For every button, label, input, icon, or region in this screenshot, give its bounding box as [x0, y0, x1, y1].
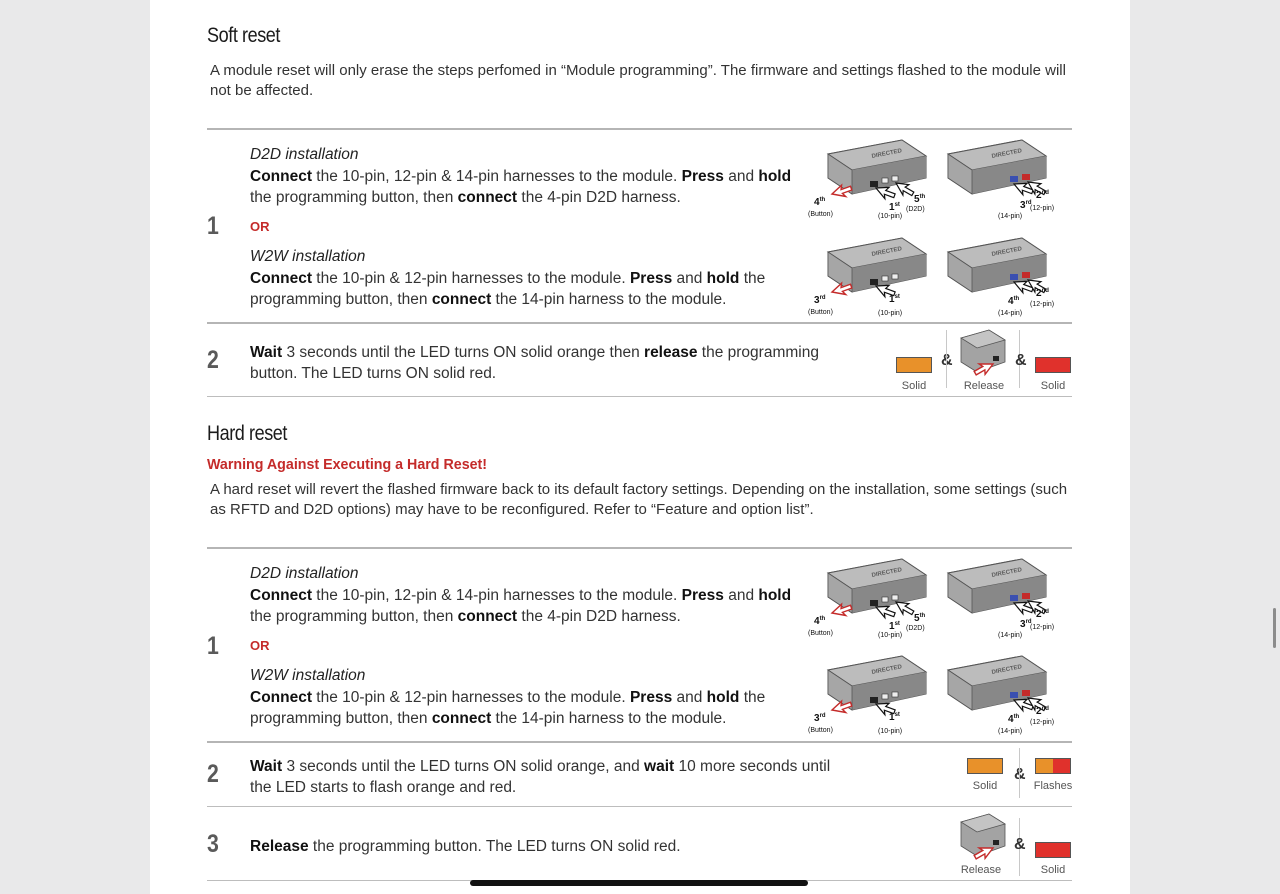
hard-d2d-diagram — [808, 549, 1074, 644]
soft-or-label: OR — [250, 219, 270, 234]
svg-text:4th: 4th — [1008, 296, 1020, 307]
led-label-solid: Solid — [972, 780, 998, 792]
svg-text:(10-pin): (10-pin) — [878, 310, 903, 317]
hard-reset-warning: Warning Against Executing a Hard Reset! — [207, 456, 488, 473]
soft-w2w-instructions: Connect the 10-pin & 12-pin harnesses to the module. Press and hold the programming button, then connect the 14-pin harness to the module. — [250, 270, 766, 308]
svg-text:3rd: 3rd — [814, 713, 826, 724]
port-10pin — [870, 181, 878, 187]
divider — [207, 322, 1072, 324]
soft-w2w-diagram — [808, 228, 1074, 323]
svg-text:3rd: 3rd — [814, 295, 826, 306]
svg-text:1st: 1st — [889, 294, 900, 305]
svg-text:1st: 1st — [889, 202, 900, 213]
ampersand: & — [1014, 836, 1026, 853]
hard-w2w-title: W2W installation — [250, 667, 366, 684]
svg-text:(14-pin): (14-pin) — [998, 632, 1023, 639]
svg-text:1st: 1st — [889, 621, 900, 632]
svg-text:2nd: 2nd — [1036, 190, 1049, 201]
svg-text:4th: 4th — [814, 197, 826, 208]
divider — [207, 806, 1072, 807]
ampersand: & — [941, 352, 953, 369]
led-label-solid: Solid — [901, 380, 927, 392]
hard-d2d-title: D2D installation — [250, 565, 359, 582]
svg-text:(14-pin): (14-pin) — [998, 213, 1023, 220]
led-label-solid: Solid — [1040, 864, 1066, 876]
svg-text:(D2D): (D2D) — [906, 206, 925, 213]
ampersand: & — [1015, 352, 1027, 369]
soft-w2w-title: W2W installation — [250, 248, 366, 265]
svg-text:2nd: 2nd — [1036, 288, 1049, 299]
hard-step2-instructions: Wait 3 seconds until the LED turns ON solid orange, and wait 10 more seconds until the LED starts to flash orange and red. — [250, 758, 831, 796]
led-label-solid: Solid — [1040, 380, 1066, 392]
svg-text:2nd: 2nd — [1036, 609, 1049, 620]
svg-text:(Button): (Button) — [808, 309, 833, 316]
svg-text:(12-pin): (12-pin) — [1030, 624, 1055, 631]
document-page — [150, 0, 1130, 894]
led-label-release: Release — [963, 380, 1005, 392]
svg-text:1st: 1st — [889, 712, 900, 723]
led-solid-orange — [967, 758, 1003, 774]
ampersand: & — [1014, 766, 1026, 783]
svg-text:(14-pin): (14-pin) — [998, 728, 1023, 735]
separator — [946, 330, 947, 388]
hard-step2-number: 2 — [207, 760, 219, 788]
svg-text:(10-pin): (10-pin) — [878, 728, 903, 735]
scrollbar-thumb[interactable] — [1273, 608, 1276, 648]
divider — [207, 396, 1072, 397]
svg-text:(12-pin): (12-pin) — [1030, 205, 1055, 212]
svg-text:5th: 5th — [914, 613, 926, 624]
soft-d2d-title: D2D installation — [250, 146, 359, 163]
hard-step3-number: 3 — [207, 830, 219, 858]
svg-text:(10-pin): (10-pin) — [878, 213, 903, 220]
soft-reset-intro: A module reset will only erase the steps perfomed in “Module programming”. The firmware and settings flashed to the module will not be affected. — [210, 62, 1066, 99]
svg-text:(Button): (Button) — [808, 630, 833, 637]
svg-text:(12-pin): (12-pin) — [1030, 719, 1055, 726]
led-solid-orange — [896, 357, 932, 373]
hard-step1-number: 1 — [207, 632, 219, 660]
svg-text:(10-pin): (10-pin) — [878, 632, 903, 639]
soft-step2-instructions: Wait 3 seconds until the LED turns ON solid orange then release the programming button. The LED turns ON solid red. — [250, 344, 819, 382]
svg-text:(14-pin): (14-pin) — [998, 310, 1023, 317]
soft-d2d-diagram — [808, 130, 1074, 225]
separator — [1019, 748, 1020, 798]
led-solid-red — [1035, 357, 1071, 373]
hard-w2w-instructions: Connect the 10-pin & 12-pin harnesses to the module. Press and hold the programming button, then connect the 14-pin harness to the module. — [250, 689, 766, 727]
soft-d2d-instructions: Connect the 10-pin, 12-pin & 14-pin harnesses to the module. Press and hold the programming button, then connect the 4-pin D2D harness. — [250, 168, 792, 206]
svg-text:(12-pin): (12-pin) — [1030, 301, 1055, 308]
home-indicator[interactable] — [470, 880, 808, 886]
led-flashing-orange-red — [1035, 758, 1071, 774]
soft-reset-heading: Soft reset — [207, 24, 281, 47]
led-label-flashes: Flashes — [1033, 780, 1073, 792]
svg-text:4th: 4th — [814, 616, 826, 627]
release-button-illustration — [959, 812, 1007, 860]
svg-text:5th: 5th — [914, 194, 926, 205]
led-solid-red — [1035, 842, 1071, 858]
soft-step1-number: 1 — [207, 212, 219, 240]
divider — [207, 741, 1072, 743]
release-button-illustration — [959, 328, 1007, 376]
svg-text:4th: 4th — [1008, 714, 1020, 725]
hard-w2w-diagram — [808, 646, 1074, 741]
svg-text:(Button): (Button) — [808, 211, 833, 218]
hard-d2d-instructions: Connect the 10-pin, 12-pin & 14-pin harnesses to the module. Press and hold the programming button, then connect the 4-pin D2D harness. — [250, 587, 792, 625]
svg-text:2nd: 2nd — [1036, 706, 1049, 717]
svg-text:3rd: 3rd — [1020, 619, 1032, 630]
hard-or-label: OR — [250, 638, 270, 653]
hard-reset-heading: Hard reset — [207, 422, 288, 445]
hard-step3-instructions: Release the programming button. The LED turns ON solid red. — [250, 838, 681, 855]
soft-step2-number: 2 — [207, 346, 219, 374]
svg-text:(D2D): (D2D) — [906, 625, 925, 632]
hard-reset-intro: A hard reset will revert the flashed firmware back to its default factory settings. Depending on the installation, some settings (such as RFTD and D2D options) may have to be reconfigured. Refer to “Feature and option list”. — [210, 481, 1068, 518]
svg-text:3rd: 3rd — [1020, 200, 1032, 211]
led-label-release: Release — [960, 864, 1002, 876]
svg-text:(Button): (Button) — [808, 727, 833, 734]
